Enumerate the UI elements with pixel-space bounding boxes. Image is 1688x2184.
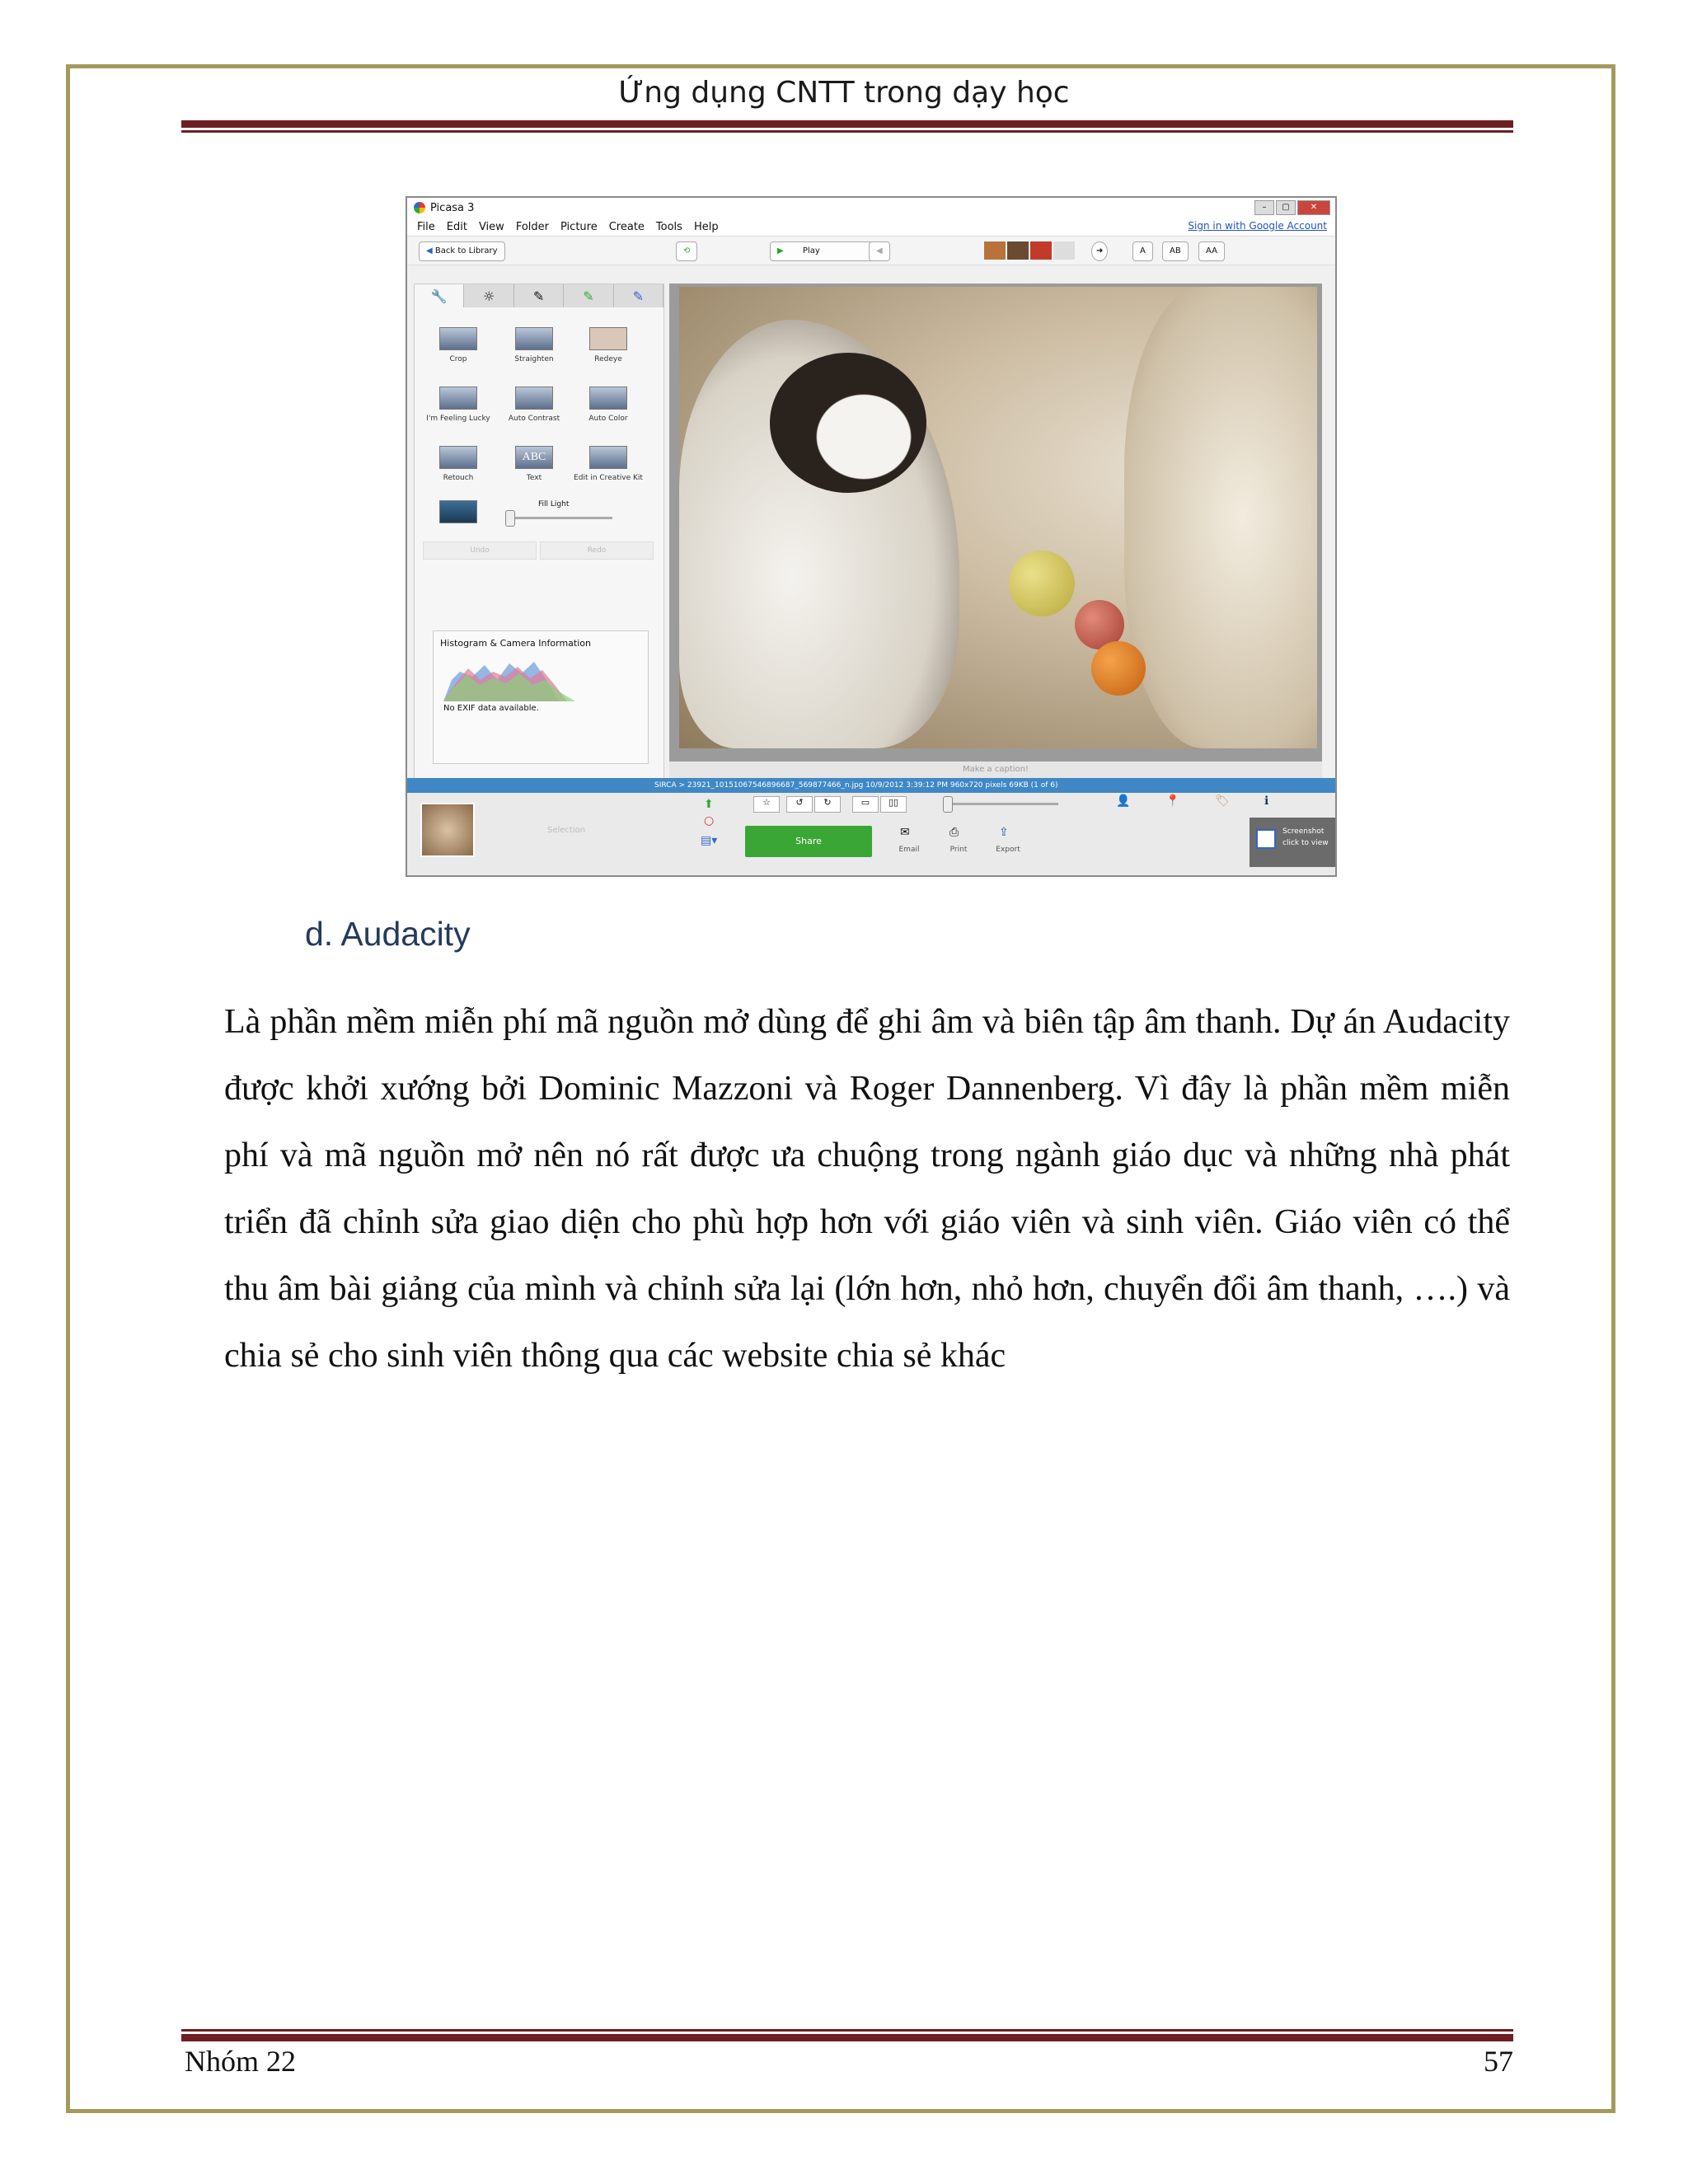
zoom-slider[interactable] — [943, 803, 1058, 805]
crop-icon — [439, 327, 477, 350]
print-icon[interactable]: ⎙ — [950, 826, 959, 839]
header-rule — [181, 120, 1513, 133]
tab-basic-fixes[interactable] — [415, 284, 464, 307]
info-icon[interactable]: ℹ — [1264, 794, 1269, 808]
screenshot-icon — [1256, 829, 1276, 849]
email-icon[interactable]: ✉ — [900, 826, 910, 839]
wrench-icon: 🔧 — [430, 288, 448, 304]
play-icon: ▶ — [777, 246, 784, 255]
footer-group: Nhóm 22 — [185, 2045, 296, 2078]
text-size-aa-button[interactable]: AA — [1198, 241, 1225, 261]
ball-orange — [1091, 641, 1146, 696]
rotate-left-icon[interactable]: ☆ — [753, 796, 780, 813]
photo-area — [669, 284, 1322, 762]
toolbar — [407, 237, 1335, 265]
email-label: Email — [898, 846, 920, 854]
tool-creative-kit[interactable]: Edit in Creative Kit — [571, 446, 645, 482]
creative-kit-icon — [589, 446, 627, 469]
header-title: Ứng dụng CNTT trong dạy học — [618, 76, 1070, 110]
export-icon[interactable]: ⇪ — [999, 826, 1009, 839]
people-icon[interactable]: 👤 — [1116, 794, 1131, 808]
pillow-shape — [1124, 287, 1317, 748]
window-title: Picasa 3 — [430, 201, 475, 214]
menubar — [407, 218, 1335, 237]
retouch-icon — [439, 446, 477, 469]
menu-create[interactable]: Create — [608, 220, 645, 233]
histogram-box — [433, 630, 649, 764]
hold-icon[interactable]: ⬆ — [704, 798, 714, 811]
fill-light-slider[interactable] — [505, 517, 612, 519]
sun-icon: ☼ — [482, 288, 495, 304]
brush-icon: ✎ — [532, 288, 545, 304]
play-button[interactable]: ▶ Play — [770, 241, 875, 261]
fill-light-icon — [439, 500, 477, 523]
fill-light-label: Fill Light — [538, 500, 570, 509]
thumbnail[interactable] — [1053, 241, 1075, 260]
add-to-album-icon[interactable]: ▤▾ — [701, 834, 718, 847]
brush-green-icon: ✎ — [583, 288, 594, 304]
menu-picture[interactable]: Picture — [560, 220, 598, 233]
menu-view[interactable]: View — [478, 220, 504, 233]
upload-icon[interactable]: ⟲ — [676, 241, 697, 261]
edit-panel — [414, 284, 664, 780]
color-icon — [589, 387, 627, 410]
page-number: 57 — [1484, 2045, 1513, 2078]
histogram-graph — [443, 655, 608, 701]
selection-label: Selection — [547, 826, 586, 835]
ball-yellow — [1009, 551, 1075, 616]
export-label: Export — [996, 846, 1020, 854]
rotate-cw-icon[interactable]: ↻ — [814, 796, 841, 813]
tool-straighten[interactable]: Straighten — [497, 327, 571, 363]
signin-link[interactable]: Sign in with Google Account — [1188, 220, 1327, 232]
window-titlebar — [407, 198, 1335, 218]
tab-effects[interactable] — [514, 284, 564, 307]
picasa-screenshot — [406, 196, 1337, 877]
lucky-icon — [439, 387, 477, 410]
section-heading: d. Audacity — [305, 915, 471, 953]
picasa-logo-icon — [414, 202, 425, 213]
tool-feeling-lucky[interactable]: I'm Feeling Lucky — [421, 387, 495, 423]
popup-text: Screenshot click to view — [1282, 827, 1329, 847]
thumbnail[interactable] — [984, 241, 1006, 260]
tool-fill-light — [421, 500, 495, 528]
tab-tuning[interactable] — [464, 284, 513, 307]
edit-tabs — [415, 284, 663, 307]
rotate-ccw-icon[interactable]: ↺ — [786, 796, 813, 813]
histogram-title: Histogram & Camera Information — [440, 638, 591, 649]
back-to-library-button[interactable]: ◀ Back to Library — [419, 241, 505, 261]
redo-button[interactable]: Redo — [540, 541, 654, 560]
maximize-icon[interactable]: ▢ — [1276, 200, 1296, 215]
contrast-icon — [515, 387, 553, 410]
thumbnail[interactable] — [1030, 241, 1052, 260]
screenshot-popup[interactable] — [1250, 818, 1335, 867]
straighten-icon — [515, 327, 553, 350]
tab-effects-3[interactable] — [614, 284, 663, 307]
caption-placeholder: Make a caption! — [963, 765, 1029, 774]
selection-thumbnail[interactable] — [420, 803, 475, 857]
tool-crop[interactable]: Crop — [421, 327, 495, 363]
prev-icon[interactable]: ◀ — [869, 241, 890, 261]
menu-folder[interactable]: Folder — [515, 220, 549, 233]
text-size-ab-button[interactable]: AB — [1162, 241, 1189, 261]
undo-button[interactable]: Undo — [423, 541, 537, 560]
tool-text[interactable]: ABC Text — [497, 446, 571, 482]
tool-auto-color[interactable]: Auto Color — [571, 387, 645, 423]
tool-retouch[interactable]: Retouch — [421, 446, 495, 482]
compare-view-icon[interactable]: ▯▯ — [880, 796, 907, 813]
zoom-handle[interactable] — [943, 796, 953, 813]
dog-photo — [679, 287, 1317, 748]
bottom-tray — [407, 793, 1335, 875]
menu-file[interactable]: File — [417, 220, 435, 233]
thumbnail[interactable] — [1007, 241, 1029, 260]
filmstrip[interactable] — [984, 241, 1075, 260]
share-button[interactable]: Share — [745, 826, 872, 857]
menu-help[interactable]: Help — [693, 220, 719, 233]
dog-head-shape — [770, 353, 926, 493]
tool-redeye[interactable]: Redeye — [571, 327, 645, 363]
close-icon[interactable]: ✕ — [1297, 200, 1330, 215]
single-view-icon[interactable]: ▭ — [852, 796, 879, 813]
tab-effects-2[interactable] — [564, 284, 613, 307]
caption-bar[interactable] — [669, 762, 1322, 778]
menu-tools[interactable]: Tools — [655, 220, 682, 233]
text-icon: ABC — [515, 446, 553, 469]
status-bar: SIRCA > 23921_10151067546896687_569877466_n.jpg 10/9/2012 3:39:12 PM 960x720 pixels 69KB (1 of 6) — [407, 778, 1335, 793]
histogram-note: No EXIF data available. — [443, 704, 539, 713]
clear-icon[interactable]: ○ — [704, 814, 715, 827]
tag-icon[interactable]: 🏷 — [1215, 794, 1230, 808]
brush-blue-icon: ✎ — [632, 288, 645, 304]
menu-edit[interactable]: Edit — [446, 220, 467, 233]
back-arrow-icon: ◀ — [426, 246, 433, 255]
eye-icon — [589, 327, 627, 350]
text-size-a-button[interactable]: A — [1132, 241, 1153, 261]
tool-auto-contrast[interactable]: Auto Contrast — [497, 387, 571, 423]
next-icon[interactable]: ➜ — [1091, 241, 1108, 261]
minimize-icon[interactable]: – — [1254, 200, 1274, 215]
print-label: Print — [950, 846, 968, 854]
footer-rule — [181, 2029, 1513, 2041]
slider-handle[interactable] — [505, 510, 515, 527]
section-body: Là phần mềm miễn phí mã nguồn mở dùng để ghi âm và biên tập âm thanh. Dự án Audacity được khởi xướng bởi Dominic Mazzoni và Roger Dannenberg. Vì đây là phần mềm miễn phí và mã nguồn mở nên nó rất được ưa chuộng trong ngành giáo dục và những nhà phát triển đã chỉnh sửa giao diện cho phù hợp hơn với giáo viên và sinh viên. Giáo viên có thể thu âm bài giảng của mình và chỉnh sửa lại (lớn hơn, nhỏ hơn, chuyển đổi âm thanh, ….) và chia sẻ cho sinh viên thông qua các website chia sẻ khác — [224, 1003, 1510, 1375]
location-icon[interactable]: 📍 — [1165, 794, 1180, 808]
